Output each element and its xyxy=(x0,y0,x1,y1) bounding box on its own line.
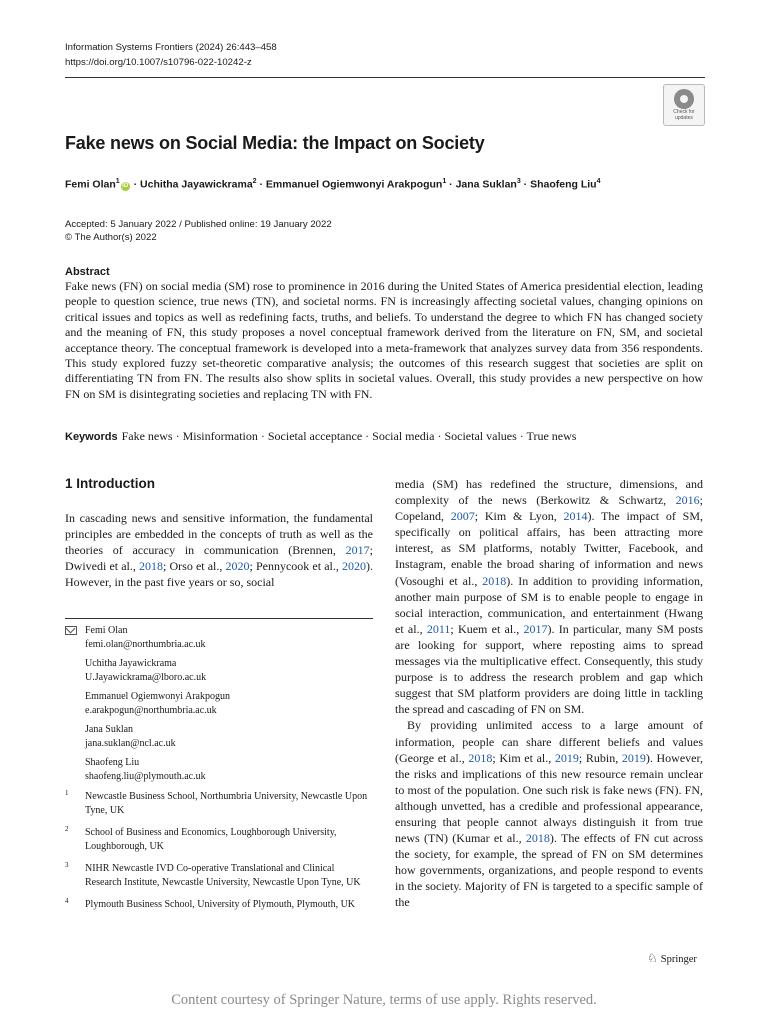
contact-name: Shaofeng Liu xyxy=(85,757,140,768)
header-divider xyxy=(65,77,705,78)
citation-link[interactable]: 2016 xyxy=(675,493,700,508)
footnote-divider xyxy=(65,618,373,619)
citation-link[interactable]: 2018 xyxy=(482,573,507,588)
citation-link[interactable]: 2017 xyxy=(345,543,370,557)
citation-link[interactable]: 2019 xyxy=(621,750,646,765)
citation-link[interactable]: 2011 xyxy=(426,621,451,636)
author-name[interactable]: Femi Olan xyxy=(65,178,116,191)
keywords-list: Fake news · Misinformation · Societal acceptance · Social media · Societal values · True news xyxy=(121,429,577,443)
paper-title: Fake news on Social Media: the Impact on Society xyxy=(65,133,485,153)
affiliation-number: 3 xyxy=(65,861,69,869)
envelope-icon xyxy=(65,626,77,635)
affiliation-entry xyxy=(65,790,373,817)
citation-link[interactable]: 2014 xyxy=(563,509,588,524)
keywords xyxy=(65,429,705,444)
affiliations xyxy=(65,790,373,921)
contact-entry xyxy=(65,756,373,783)
affiliation-text: Plymouth Business School, University of Plymouth, Plymouth, UK xyxy=(85,899,356,910)
author-affiliation-mark: 4 xyxy=(596,178,601,185)
publisher-name: Springer xyxy=(660,954,697,965)
journal-meta xyxy=(65,40,277,70)
abstract-body: Fake news (FN) on social media (SM) rose to prominence in 2016 during the United States of America presidential election, leading people to question science, true news (TN), and societal norms. FN is increasingly affecting societal values, changing opinions on critical issues and topics as well as redefining facts, truths, and beliefs. To understand the degree to which FN has changed society and the meaning of FN, this study proposes a novel conceptual framework derived from the literature on FN, SM, and societal acceptance theory. The conceptual framework is developed into a meta-framework that analyzes survey data from 356 respondents. This study explored fuzzy set-theoretic comparative analysis; the outcomes of this research suggest that societies are split on differentiating TN from FN. The results also show splits in societal values. Overall, this study provides a new perspective on how FN on SM is disintegrating societies and replacing TN with FN. xyxy=(65,279,703,401)
contact-email[interactable]: U.Jayawickrama@lboro.ac.uk xyxy=(85,671,207,683)
affiliation-number: 2 xyxy=(65,825,69,833)
contact-name: Emmanuel Ogiemwonyi Arakpogun xyxy=(85,691,230,702)
crossmark-label-1: Check for xyxy=(673,109,695,115)
author-name[interactable]: Jana Suklan xyxy=(455,178,517,191)
accepted-published-dates: Accepted: 5 January 2022 / Published online: 19 January 2022 xyxy=(65,219,332,230)
author-name[interactable]: Uchitha Jayawickrama xyxy=(140,178,253,191)
author-name[interactable]: Emmanuel Ogiemwonyi Arakpogun xyxy=(265,178,443,191)
contact-name: Uchitha Jayawickrama xyxy=(85,658,177,669)
orcid-icon[interactable]: iD xyxy=(122,182,129,189)
citation-link[interactable]: 2019 xyxy=(554,750,579,765)
author-name[interactable]: Shaofeng Liu xyxy=(530,178,597,191)
intro-paragraph: By providing unlimited access to a large amount of information, people can share different beliefs and values (George et al., 2018; Kim et al., 2019; Rubin, 2019). However, the risks and implications of this new resource remain unclear to most of the population. One such risk is fake news (FN). FN, although unvetted, has a credible and professional appearance, ensuring that people cannot always distinguish it from true news (TN) (Kumar et al., 2018). The effects of FN cut across the society, for example, the spread of FN on SM determines how governments, organizations, and people respond to events in the society. Majority of FN is targeted to a specific sample of the xyxy=(395,718,703,910)
journal-citation: Information Systems Frontiers (2024) 26:443–458 xyxy=(65,42,277,53)
contact-name: Femi Olan xyxy=(85,625,128,636)
intro-paragraph-left: In cascading news and sensitive information, the fundamental principles are embedded in the concepts of truth as well as the theories of accuracy in communication (Brennen, 2017; Dwivedi et al., 2018; Orso et al., 2020; Pennycook et al., 2020). However, in the past five years or so, social xyxy=(65,511,373,589)
affiliation-entry xyxy=(65,898,373,912)
check-for-updates-badge[interactable] xyxy=(663,84,705,126)
affiliation-text: Newcastle Business School, Northumbria University, Newcastle Upon Tyne, UK xyxy=(85,791,368,816)
contact-email[interactable]: femi.olan@northumbria.ac.uk xyxy=(85,638,206,650)
crossmark-label-2: updates xyxy=(675,115,693,121)
crossmark-icon xyxy=(674,89,694,109)
contact-entry xyxy=(65,657,373,684)
affiliation-entry xyxy=(65,826,373,853)
contact-entry xyxy=(65,690,373,717)
springer-horse-icon: ♘ xyxy=(647,951,658,965)
contact-email[interactable]: shaofeng.liu@plymouth.ac.uk xyxy=(85,770,206,782)
author-list: Femi Olan$^1$iD · Uchitha Jayawickrama$^2$ · Emmanuel Ogiemwonyi Arakpogun$^1$ · Jana Suklan$^3$ · Shaofeng Liu$^4$ xyxy=(65,178,601,191)
contact-email[interactable]: jana.suklan@ncl.ac.uk xyxy=(85,737,176,749)
citation-link[interactable]: 2017 xyxy=(523,621,548,636)
publisher-logo xyxy=(647,951,697,966)
citation-link[interactable]: 2018 xyxy=(525,831,550,846)
author-affiliation-mark: 1 xyxy=(115,178,120,185)
affiliation-number: 4 xyxy=(65,897,69,905)
keywords-label: Keywords xyxy=(65,431,118,443)
contact-name: Jana Suklan xyxy=(85,724,134,735)
courtesy-notice: Content courtesy of Springer Nature, terms of use apply. Rights reserved. xyxy=(171,992,597,1008)
author-affiliation-mark: 1 xyxy=(442,178,447,185)
contact-entry xyxy=(65,624,373,651)
author-contacts xyxy=(65,624,373,789)
affiliation-entry xyxy=(65,862,373,889)
author-affiliation-mark: 3 xyxy=(516,178,521,185)
affiliation-text: NIHR Newcastle IVD Co-operative Translational and Clinical Research Institute, Newcastle University, Newcastle Upon Tyne, UK xyxy=(85,863,361,888)
citation-link[interactable]: 2020 xyxy=(342,559,366,573)
contact-email[interactable]: e.arakpogun@northumbria.ac.uk xyxy=(85,704,217,716)
publication-dates xyxy=(65,218,332,244)
copyright-notice: © The Author(s) 2022 xyxy=(65,232,157,243)
citation-link[interactable]: 2018 xyxy=(139,559,164,573)
abstract-heading: Abstract xyxy=(65,266,110,278)
contact-entry xyxy=(65,723,373,750)
author-affiliation-mark: 2 xyxy=(252,178,257,185)
affiliation-number: 1 xyxy=(65,789,69,797)
intro-paragraph: media (SM) has redefined the structure, dimensions, and complexity of the news (Berkowitz & Schwartz, 2016; Copeland, 2007; Kim & Lyon, 2014). The impact of SM, specifically on political affairs, has been attracting more interest, as SM platforms, notably Twitter, Facebook, and Instagram, enable the broad sharing of information and news (Vosoughi et al., 2018). In addition to providing information, another main purpose of SM is to enable people to engage in social interaction, communication, and entertainment (Hwang et al., 2011; Kuem et al., 2017). In particular, many SM posts are looking for support, where reposting aims to spread messages via the multiplicative effect. Consequently, this study purpose is to address the research problem and gap which suggest that SM platform providers are doing little in tackling the spread and cascading of FN on SM. xyxy=(395,477,703,717)
section-heading-introduction: 1 Introduction xyxy=(65,476,155,491)
doi-link[interactable]: https://doi.org/10.1007/s10796-022-10242-z xyxy=(65,57,252,68)
citation-link[interactable]: 2020 xyxy=(225,559,250,573)
citation-link[interactable]: 2007 xyxy=(450,509,475,524)
affiliation-text: School of Business and Economics, Loughborough University, Loughborough, UK xyxy=(85,827,337,852)
citation-link[interactable]: 2018 xyxy=(468,750,493,765)
intro-column-right xyxy=(395,476,703,911)
